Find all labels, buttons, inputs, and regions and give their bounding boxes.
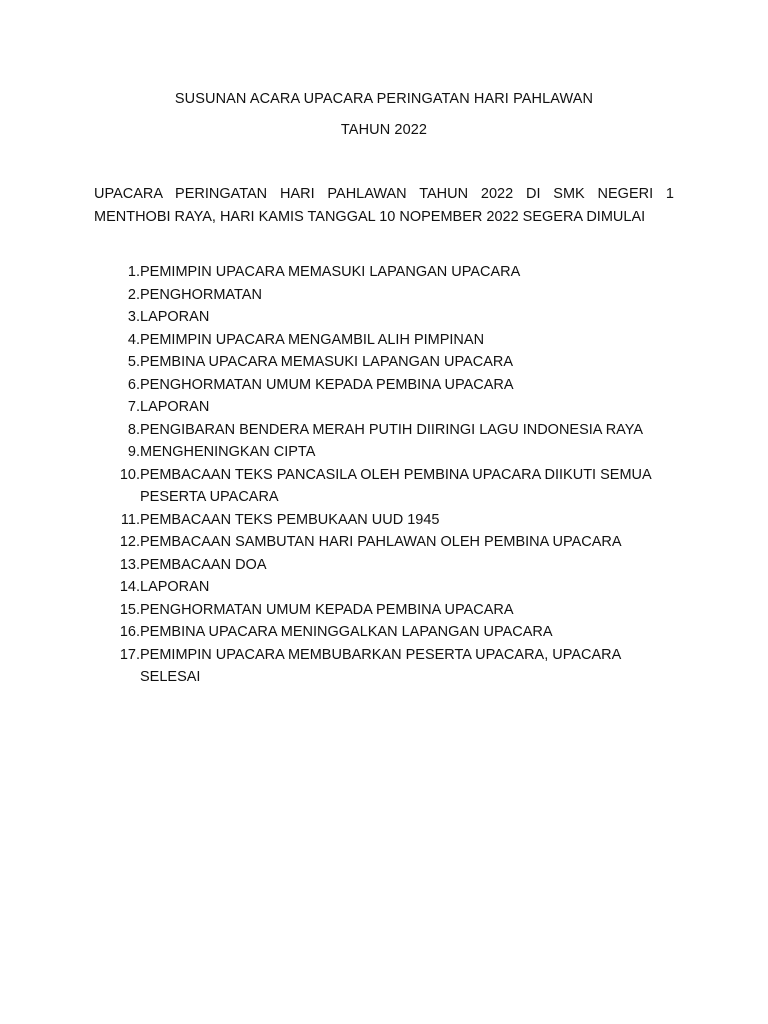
agenda-item-2 — [94, 284, 674, 307]
agenda-item-text: PENGHORMATAN UMUM KEPADA PEMBINA UPACARA — [140, 376, 514, 393]
agenda-item-5 — [94, 351, 674, 374]
agenda-item-text: PENGHORMATAN — [140, 286, 262, 303]
agenda-item-number: 13. — [119, 556, 140, 573]
agenda-item-number: 3. — [127, 309, 140, 325]
agenda-item-number: 8. — [127, 421, 140, 438]
document-title: SUSUNAN ACARA UPACARA PERINGATAN HARI PAHLAWAN — [174, 91, 594, 107]
agenda-item-text: PEMBACAAN TEKS PANCASILA OLEH PEMBINA UPACARA DIIKUTI SEMUA PESERTA UPACARA — [140, 466, 651, 505]
agenda-item-number: 12. — [119, 534, 140, 550]
agenda-item-number: 15. — [119, 601, 140, 618]
intro-paragraph: UPACARA PERINGATAN HARI PAHLAWAN TAHUN 2022 DI SMK NEGERI 1 MENTHOBI RAYA, HARI KAMIS TANGGAL 10 NOPEMBER 2022 SEGERA DIMULAI — [94, 186, 674, 225]
agenda-item-number: 16. — [119, 624, 140, 640]
agenda-item-text: PEMBACAAN TEKS PEMBUKAAN UUD 1945 — [140, 511, 440, 528]
agenda-item-12 — [94, 531, 674, 554]
agenda-list — [94, 261, 674, 689]
agenda-item-16 — [94, 621, 674, 644]
agenda-item-9 — [94, 441, 674, 464]
agenda-item-1 — [94, 261, 674, 284]
agenda-item-text: PEMBACAAN DOA — [140, 556, 267, 573]
agenda-item-13 — [94, 554, 674, 577]
agenda-item-6 — [94, 374, 674, 397]
agenda-item-number: 7. — [127, 399, 140, 415]
agenda-item-10 — [94, 464, 674, 509]
agenda-item-number: 5. — [127, 354, 140, 370]
agenda-item-number: 17. — [119, 646, 140, 663]
agenda-item-text: PENGHORMATAN UMUM KEPADA PEMBINA UPACARA — [140, 601, 514, 618]
agenda-item-text: PEMBINA UPACARA MENINGGALKAN LAPANGAN UPACARA — [140, 624, 553, 640]
agenda-item-number: 6. — [127, 376, 140, 393]
agenda-item-text: LAPORAN — [140, 399, 210, 415]
agenda-item-text: PEMIMPIN UPACARA MENGAMBIL ALIH PIMPINAN — [140, 331, 485, 348]
agenda-item-text: PENGIBARAN BENDERA MERAH PUTIH DIIRINGI LAGU INDONESIA RAYA — [140, 421, 644, 438]
agenda-item-number: 2. — [127, 286, 140, 303]
agenda-item-text: PEMIMPIN UPACARA MEMBUBARKAN PESERTA UPACARA, UPACARA SELESAI — [140, 646, 621, 685]
agenda-item-14 — [94, 576, 674, 599]
agenda-item-number: 1. — [127, 264, 140, 280]
agenda-item-number: 4. — [127, 331, 140, 348]
agenda-item-4 — [94, 329, 674, 352]
agenda-item-11 — [94, 509, 674, 532]
agenda-item-text: LAPORAN — [140, 579, 210, 595]
agenda-item-text: MENGHENINGKAN CIPTA — [140, 444, 316, 460]
document-subtitle-year: TAHUN 2022 — [340, 122, 428, 138]
agenda-item-3 — [94, 306, 674, 329]
agenda-item-7 — [94, 396, 674, 419]
agenda-item-text: PEMIMPIN UPACARA MEMASUKI LAPANGAN UPACARA — [140, 264, 521, 280]
agenda-item-17 — [94, 644, 674, 689]
agenda-item-text: PEMBINA UPACARA MEMASUKI LAPANGAN UPACARA — [140, 354, 514, 370]
agenda-item-number: 9. — [127, 444, 140, 460]
agenda-item-number: 11. — [120, 511, 140, 528]
agenda-item-number: 10. — [119, 466, 140, 483]
agenda-item-15 — [94, 599, 674, 622]
agenda-item-text: PEMBACAAN SAMBUTAN HARI PAHLAWAN OLEH PEMBINA UPACARA — [140, 534, 622, 550]
agenda-item-8 — [94, 419, 674, 442]
agenda-item-number: 14. — [119, 579, 140, 595]
agenda-item-text: LAPORAN — [140, 309, 210, 325]
